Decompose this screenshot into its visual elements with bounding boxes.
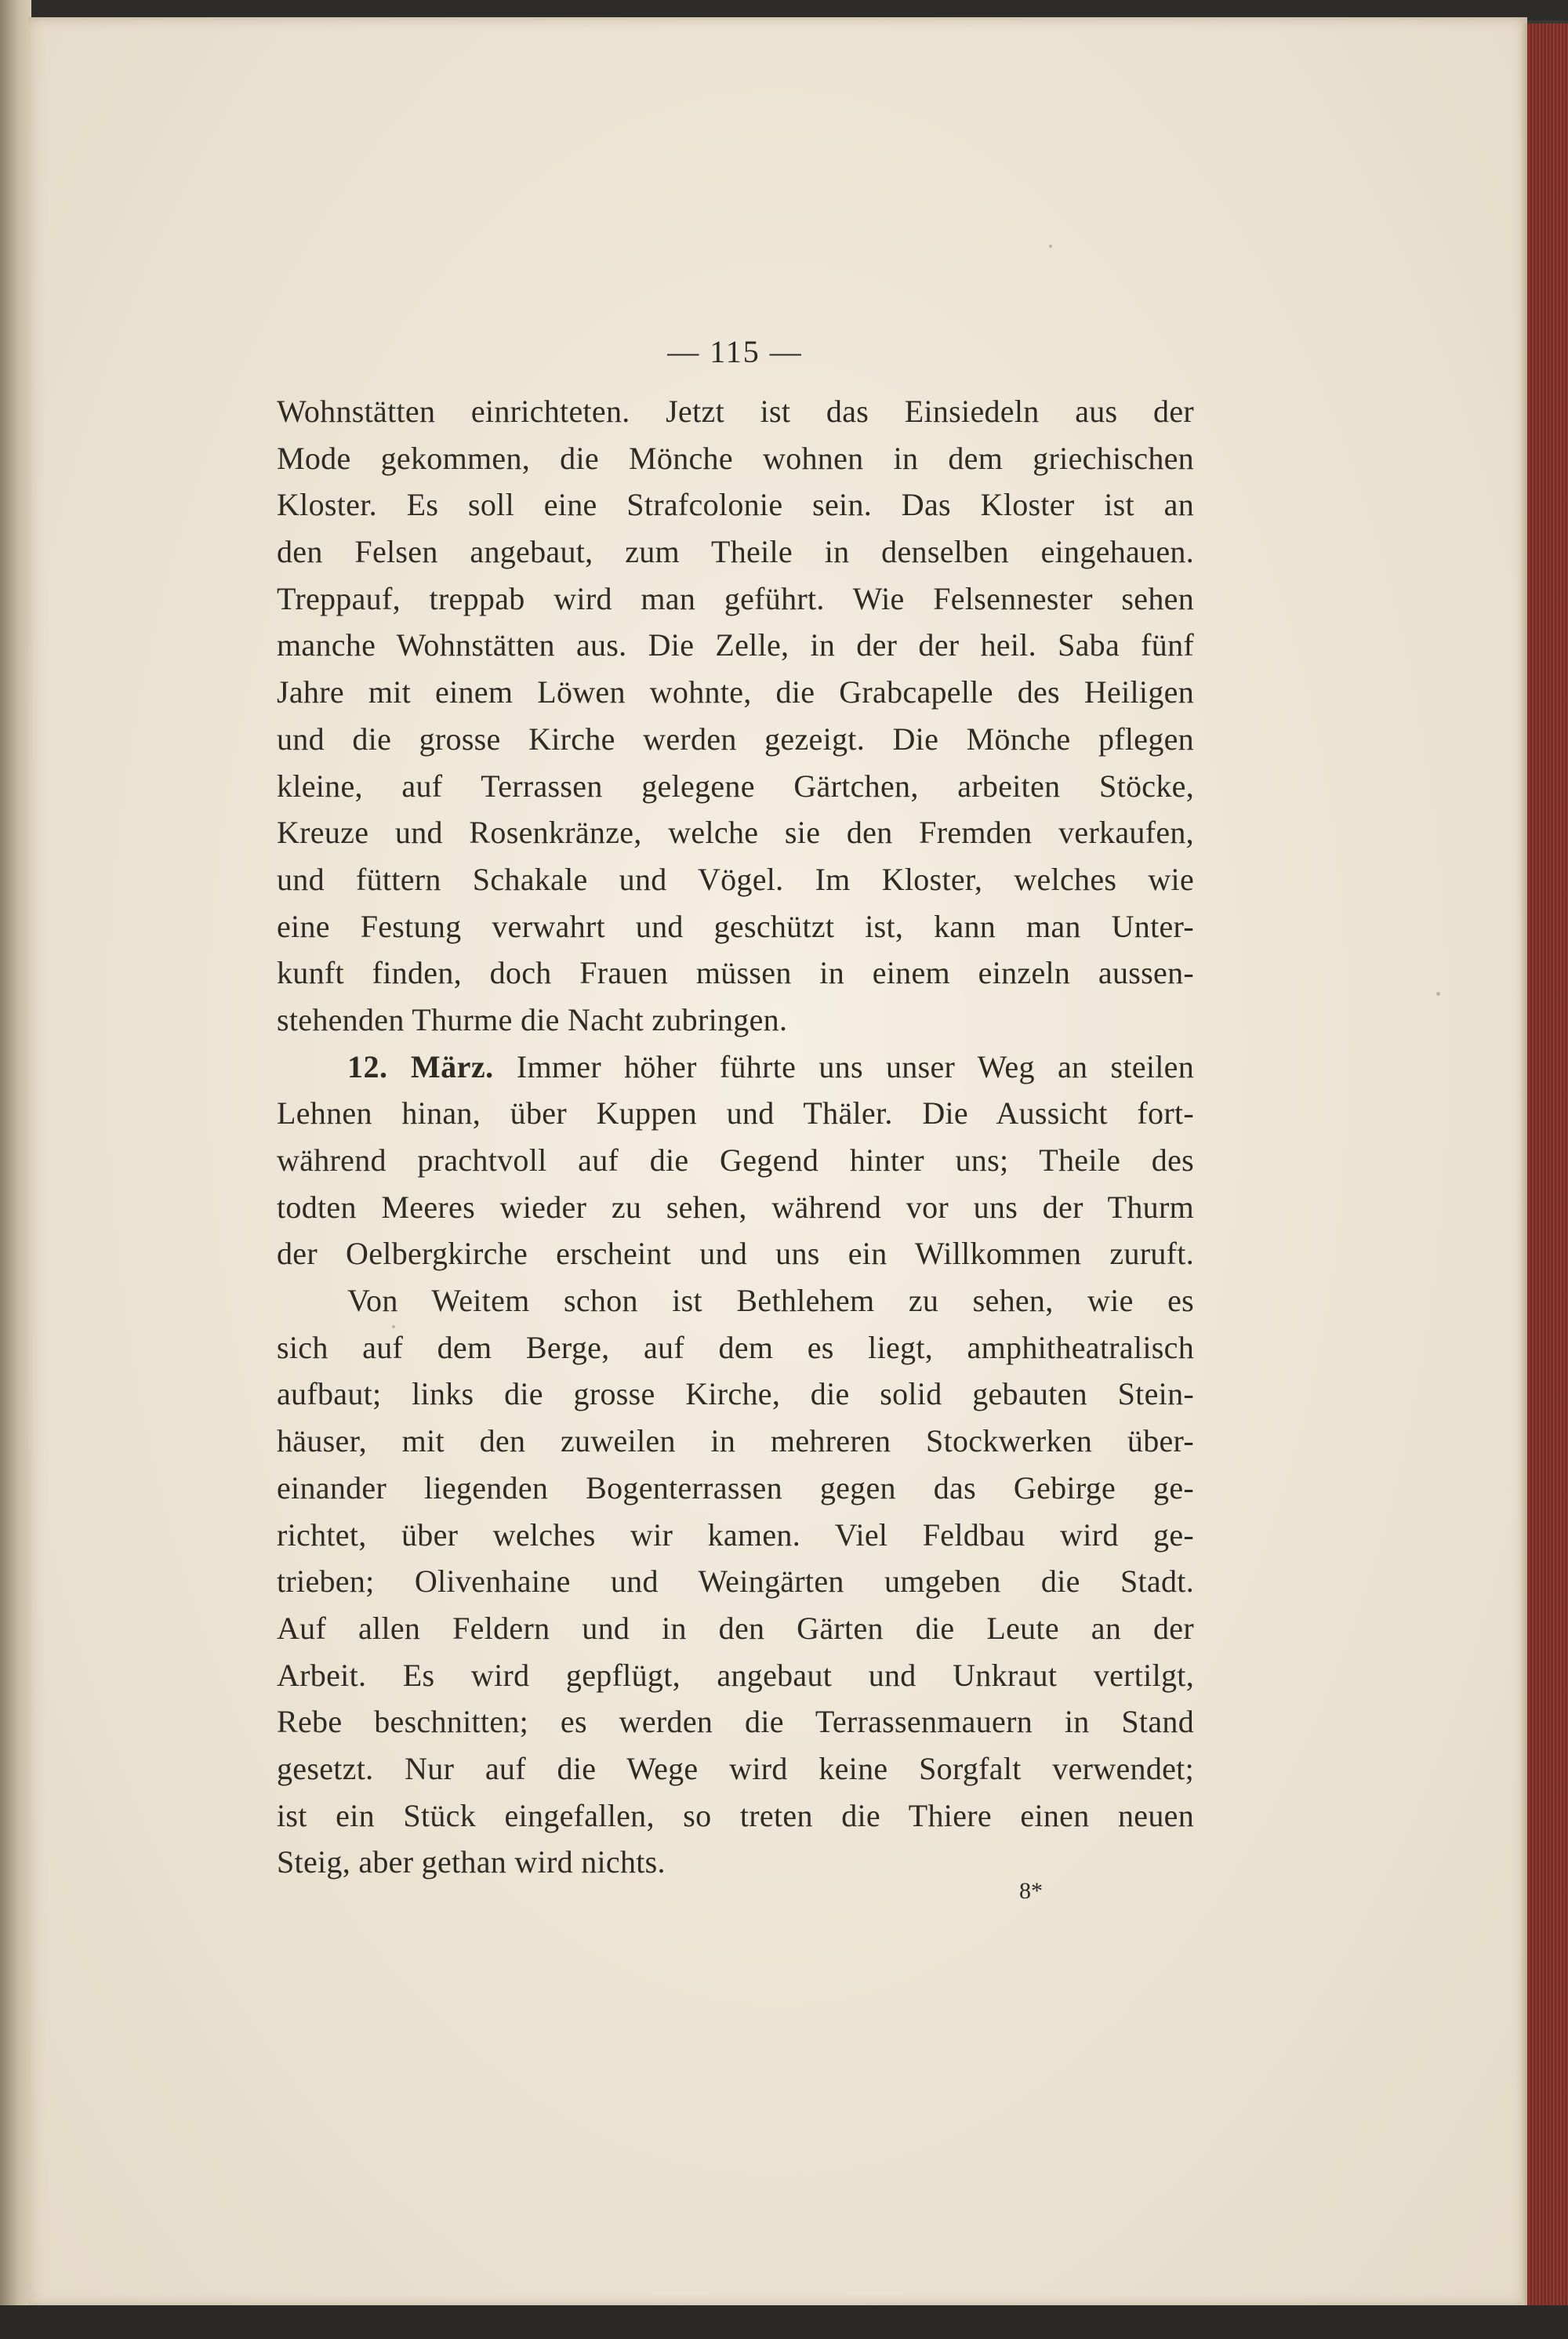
text-line: ist ein Stück eingefallen, so treten die Thiere einen neuen [277,1797,1194,1833]
text-fragment: Immer höher führte uns unser Weg an steilen [516,1048,1195,1084]
text-line: Lehnen hinan, über Kuppen und Thäler. Die Aussicht fort- [277,1095,1194,1131]
signature-mark: 8* [1019,1878,1043,1904]
scan-bottom-border [0,2305,1568,2339]
text-line: häuser, mit den zuweilen in mehreren Stockwerken über- [277,1423,1194,1459]
text-line: richtet, über welches wir kamen. Viel Feldbau wird ge- [277,1516,1194,1553]
paper-speck [1049,245,1052,248]
text-line: trieben; Olivenhaine und Weingärten umgeben die Stadt. [277,1564,1194,1600]
text-line: aufbaut; links die grosse Kirche, die solid gebauten Stein- [277,1376,1194,1412]
paper-speck [1436,992,1440,996]
text-line: Rebe beschnitten; es werden die Terrassenmauern in Stand [277,1704,1194,1740]
text-line: eine Festung verwahrt und geschützt ist, kann man Unter- [277,908,1194,944]
book-cover-edge [1527,24,1568,2307]
text-line: todten Meeres wieder zu sehen, während vor uns der Thurm [277,1189,1194,1225]
text-line: den Felsen angebaut, zum Theile in denselben eingehauen. [277,534,1194,570]
text-line-dated [277,1044,1194,1091]
text-line: kleine, auf Terrassen gelegene Gärtchen, arbeiten Stöcke, [277,768,1194,804]
text-line: gesetzt. Nur auf die Wege wird keine Sorgfalt verwendet; [277,1750,1194,1786]
text-line: manche Wohnstätten aus. Die Zelle, in der der heil. Saba fünf [277,627,1194,663]
text-line: sich auf dem Berge, auf dem es liegt, amphitheatralisch [277,1329,1194,1365]
text-line: Kreuze und Rosenkränze, welche sie den Fremden verkaufen, [277,815,1194,851]
text-line: Treppauf, treppab wird man geführt. Wie Felsennester sehen [277,580,1194,616]
text-line: Wohnstätten einrichteten. Jetzt ist das Einsiedeln aus der [277,394,1194,429]
text-line: und füttern Schakale und Vögel. Im Kloster, welches wie [277,861,1194,897]
text-line: Arbeit. Es wird gepflügt, angebaut und Unkraut vertilgt, [277,1657,1194,1693]
text-line: und die grosse Kirche werden gezeigt. Die Mönche pflegen [277,721,1194,757]
text-line: Von Weitem schon ist Bethlehem zu sehen, wie es [347,1283,1194,1319]
text-line: stehenden Thurme die Nacht zubringen. [277,1001,788,1037]
text-line: während prachtvoll auf die Gegend hinter uns; Theile des [277,1142,1194,1178]
text-line: einander liegenden Bogenterrassen gegen das Gebirge ge- [277,1469,1194,1505]
text-line: Steig, aber gethan wird nichts. [277,1844,666,1880]
text-line: Kloster. Es soll eine Strafcolonie sein. Das Kloster ist an [277,487,1194,523]
page-number: — 115 — [667,334,803,369]
text-line: der Oelbergkirche erscheint und uns ein Willkommen zuruft. [277,1236,1194,1272]
body-text [277,388,1194,1886]
entry-date: 12. März. [347,1048,494,1084]
text-line: Mode gekommen, die Mönche wohnen in dem griechischen [277,440,1194,476]
text-line: kunft finden, doch Frauen müssen in einem einzeln aussen- [277,955,1194,991]
text-line: Jahre mit einem Löwen wohnte, die Grabcapelle des Heiligen [277,674,1194,710]
text-line: Auf allen Feldern und in den Gärten die Leute an der [277,1610,1194,1646]
